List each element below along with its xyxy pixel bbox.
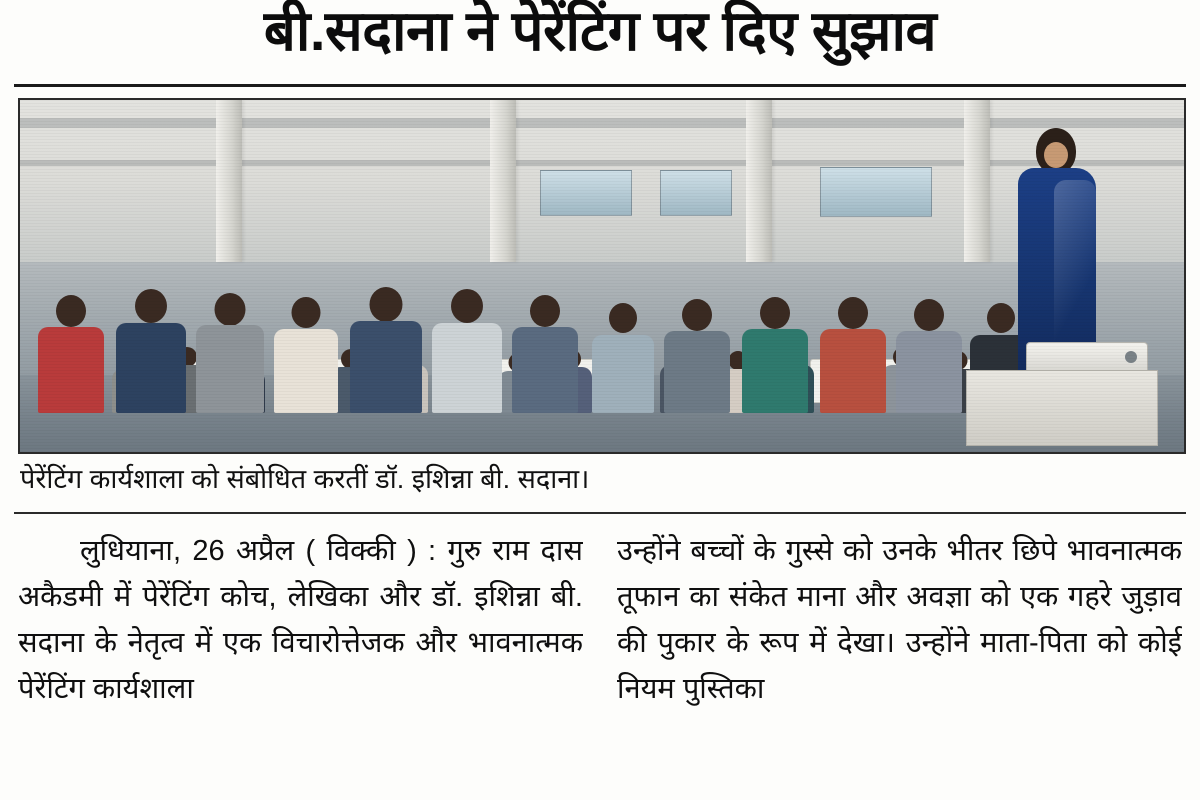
- photo-window: [540, 170, 632, 216]
- article-paragraph: [617, 528, 1182, 712]
- caption-divider: [14, 512, 1186, 514]
- photo-hall-background: [20, 100, 1184, 452]
- photo-window: [820, 167, 932, 217]
- article-text: गुरु राम दास अकैडमी में पेरेंटिंग कोच, लेखिका और डॉ. इशिन्ना बी. सदाना के नेतृत्व में एक विचारोत्तेजक और भावनात्मक पेरेंटिंग कार्यशाला: [18, 535, 583, 705]
- headline-divider: [14, 84, 1186, 87]
- article-column-left: [18, 528, 583, 798]
- photo-window: [660, 170, 732, 216]
- article-photo: [18, 98, 1186, 454]
- page-title: बी.सदाना ने पेरेंटिंग पर दिए सुझाव: [263, 0, 937, 62]
- article-column-right: [617, 528, 1182, 798]
- photo-podium-table: [966, 370, 1158, 446]
- article-paragraph: [18, 528, 583, 712]
- article-body: [18, 528, 1182, 798]
- dateline: लुधियाना, 26 अप्रैल ( विक्की ) :: [80, 535, 437, 567]
- photo-ceiling-beam: [20, 118, 1184, 128]
- photo-caption: पेरेंटिंग कार्यशाला को संबोधित करतीं डॉ. इशिन्ना बी. सदाना।: [20, 464, 590, 494]
- article-text: उन्होंने बच्चों के गुस्से को उनके भीतर छिपे भावनात्मक तूफान का संकेत माना और अवज्ञा को एक गहरे जुड़ाव की पुकार के रूप में देखा। उन्होंने माता-पिता को कोई नियम पुस्तिका: [617, 535, 1182, 705]
